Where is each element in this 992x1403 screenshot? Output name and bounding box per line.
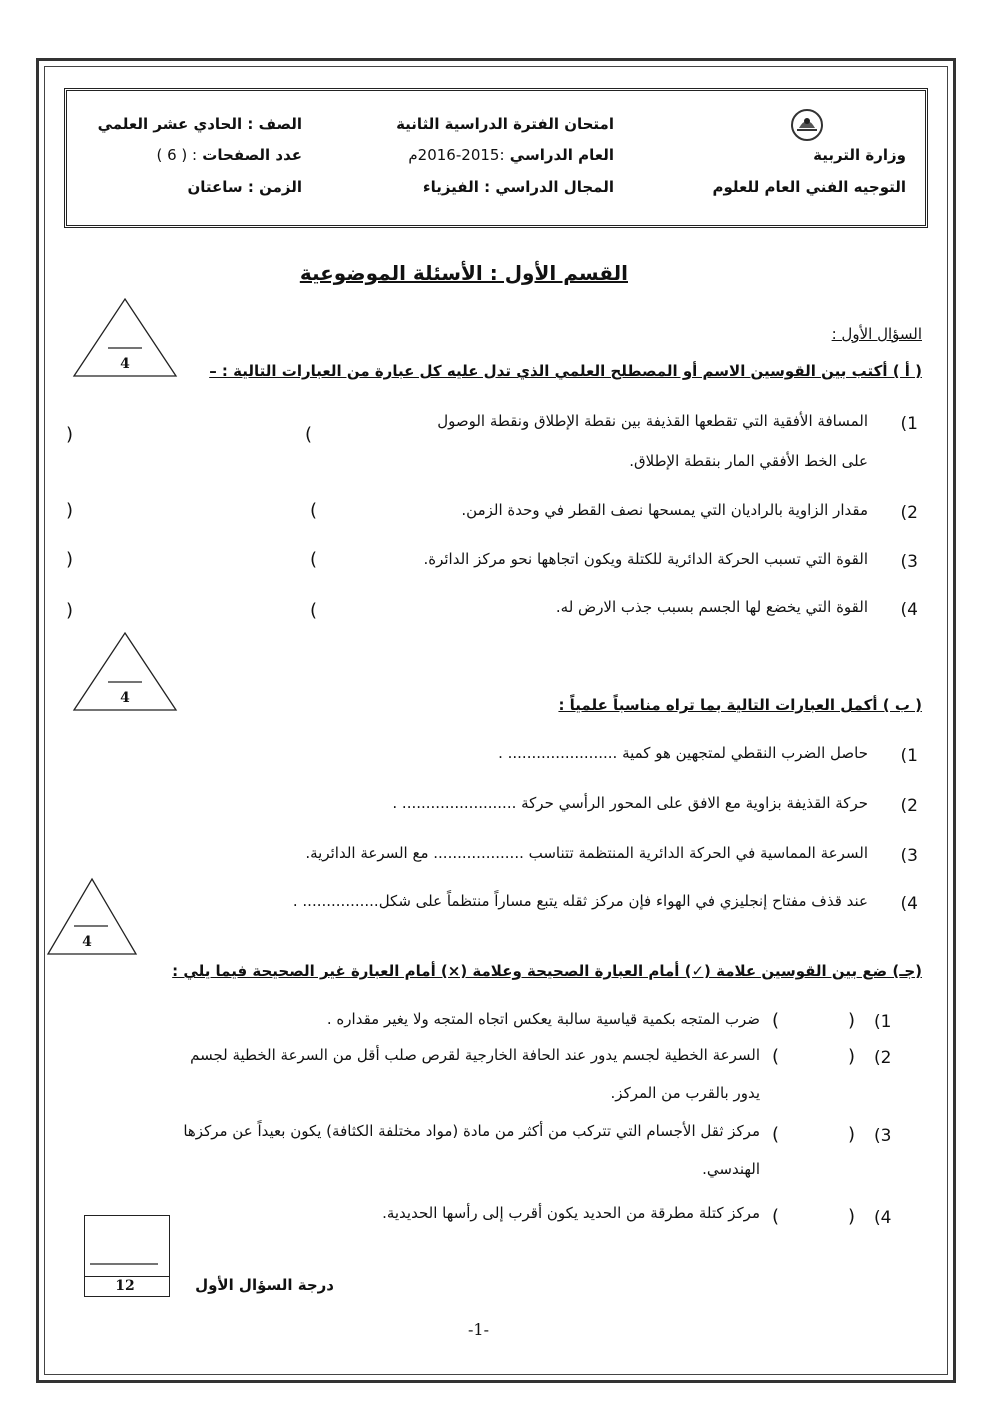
part-a-item-1-text: المسافة الأفقية التي تقطعها القذيفة بين نقطة الإطلاق ونقطة الوصول bbox=[437, 412, 868, 430]
part-c-item-4-number: (4 bbox=[874, 1208, 892, 1228]
question-1-heading: السؤال الأول : bbox=[831, 325, 922, 343]
part-b-item-1-text: حاصل الضرب النقطي لمتجهين هو كمية ....................... . bbox=[498, 744, 868, 762]
part-b-item-2-number: 2) bbox=[900, 796, 918, 816]
part-c-item-1-number: (1 bbox=[874, 1012, 892, 1032]
grade bbox=[98, 115, 302, 133]
answer-paren-close: ) bbox=[66, 500, 74, 521]
exam-title: امتحان الفترة الدراسية الثانية bbox=[396, 115, 614, 133]
part-b-item-1-number: 1) bbox=[900, 746, 918, 766]
part-c-item-1-text: ضرب المتجه بكمية قياسية سالبة يعكس اتجاه المتجه ولا يغير مقداره . bbox=[326, 1010, 760, 1028]
question-1-total-mark: 12 bbox=[115, 1278, 135, 1294]
year-label: العام الدراسي bbox=[509, 146, 614, 164]
time-label: الزمن bbox=[259, 178, 302, 196]
part-a-item-4-text: القوة التي يخضع لها الجسم بسبب جذب الارض له. bbox=[555, 598, 868, 616]
pages-label: عدد الصفحات bbox=[202, 146, 302, 164]
part-a-mark: 4 bbox=[120, 356, 130, 372]
year-value: :2015-2016م bbox=[408, 146, 505, 164]
grade-label: الصف bbox=[258, 115, 302, 133]
answer-paren-open: ( bbox=[772, 1010, 780, 1031]
academic-year bbox=[408, 146, 614, 164]
part-b-item-3-number: 3) bbox=[900, 846, 918, 866]
part-c-item-4-text: مركز كتلة مطرقة من الحديد يكون أقرب إلى رأسها الحديدية. bbox=[382, 1204, 760, 1222]
pages-value: : ( 6 ) bbox=[156, 146, 198, 164]
part-a-item-1-text-continued: على الخط الأفقي المار بنقطة الإطلاق. bbox=[629, 452, 868, 470]
answer-paren-close: ) bbox=[848, 1206, 856, 1227]
part-c-item-3-number: (3 bbox=[874, 1126, 892, 1146]
part-c-instruction: (جـ) ضع بين القوسين علامة (✓) أمام العبارة الصحيحة وعلامة (×) أمام العبارة غير الصحيحة فيما يلي : bbox=[172, 962, 922, 980]
page-count bbox=[156, 146, 302, 164]
time-value: : ساعتان bbox=[187, 178, 254, 196]
part-b-item-4-number: 4) bbox=[900, 894, 918, 914]
subject-value: : الفيزياء bbox=[422, 178, 491, 196]
department-name: التوجيه الفني العام للعلوم bbox=[712, 178, 906, 196]
part-c-item-2-number: (2 bbox=[874, 1048, 892, 1068]
part-a-instruction: ( أ ) أكتب بين القوسين الاسم أو المصطلح العلمي الذي تدل عليه كل عبارة من العبارات التالية : – bbox=[209, 362, 922, 380]
answer-paren-open: ( bbox=[772, 1206, 780, 1227]
answer-paren-close: ) bbox=[848, 1010, 856, 1031]
part-c-item-2-text-continued: يدور بالقرب من المركز. bbox=[610, 1084, 760, 1102]
part-a-item-2-number: 2) bbox=[900, 503, 918, 523]
answer-paren-close: ) bbox=[66, 424, 74, 445]
subject-label: المجال الدراسي bbox=[495, 178, 614, 196]
page-number: -1- bbox=[468, 1320, 489, 1339]
part-c-item-3-text: مركز ثقل الأجسام التي تتركب من أكثر من مادة (مواد مختلفة الكثافة) يكون بعيداً عن مركزها bbox=[183, 1122, 760, 1140]
ministry-name: وزارة التربية bbox=[813, 146, 906, 164]
kuwait-emblem-icon bbox=[790, 108, 824, 142]
answer-paren-open: ( bbox=[772, 1046, 780, 1067]
score-fraction-line bbox=[86, 1262, 170, 1266]
answer-paren-open: ( bbox=[310, 500, 318, 521]
subject bbox=[423, 178, 614, 196]
answer-paren-open: ( bbox=[772, 1124, 780, 1145]
answer-paren-open: ( bbox=[310, 549, 318, 570]
answer-paren-close: ) bbox=[848, 1124, 856, 1145]
part-a-item-3-number: 3) bbox=[900, 552, 918, 572]
answer-paren-close: ) bbox=[66, 600, 74, 621]
exam-time bbox=[187, 178, 302, 196]
part-c-mark: 4 bbox=[82, 934, 92, 950]
part-a-item-3-text: القوة التي تسبب الحركة الدائرية للكتلة ويكون اتجاهها نحو مركز الدائرة. bbox=[423, 550, 868, 568]
part-a-item-4-number: 4) bbox=[900, 600, 918, 620]
part-c-item-3-text-continued: الهندسي. bbox=[702, 1160, 760, 1178]
answer-paren-open: ( bbox=[310, 600, 318, 621]
part-b-item-4-text: عند قذف مفتاح إنجليزي في الهواء فإن مركز ثقله يتبع مساراً منتظماً على شكل................ . bbox=[292, 892, 868, 910]
part-c-item-2-text: السرعة الخطية لجسم يدور عند الحافة الخارجية لقرص صلب أقل من السرعة الخطية لجسم bbox=[190, 1046, 760, 1064]
answer-paren-close: ) bbox=[848, 1046, 856, 1067]
grade-value: : الحادي عشر العلمي bbox=[97, 115, 254, 133]
question-1-total-label: درجة السؤال الأول bbox=[195, 1276, 334, 1294]
part-a-item-1-number: 1) bbox=[900, 414, 918, 434]
part-a-item-2-text: مقدار الزاوية بالراديان التي يمسحها نصف القطر في وحدة الزمن. bbox=[461, 501, 868, 519]
section-title: القسم الأول : الأسئلة الموضوعية bbox=[299, 261, 628, 285]
part-b-instruction: ( ب ) أكمل العبارات التالية بما تراه مناسباً علمياً : bbox=[558, 696, 922, 714]
part-b-item-2-text: حركة القذيفة بزاوية مع الافق على المحور الرأسي حركة ........................ . bbox=[392, 794, 868, 812]
answer-paren-open: ( bbox=[305, 424, 313, 445]
answer-paren-close: ) bbox=[66, 549, 74, 570]
part-b-mark: 4 bbox=[120, 690, 130, 706]
part-b-item-3-text: السرعة المماسية في الحركة الدائرية المنتظمة تتناسب ................... مع السرعة الدائرية. bbox=[305, 844, 868, 862]
